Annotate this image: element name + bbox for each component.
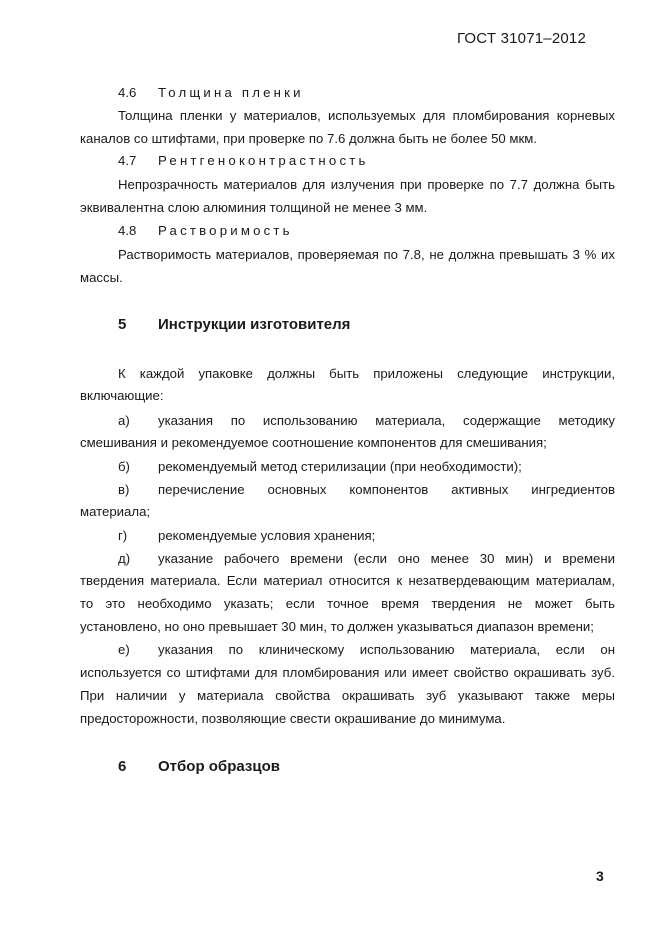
paragraph-line: массы. bbox=[80, 270, 123, 285]
paragraph-line: предосторожности, позволяющие свести окрашивание до минимума. bbox=[80, 711, 506, 726]
list-item-text: указания по клиническому использованию материала, если он bbox=[158, 642, 615, 657]
paragraph-line: установлено, но оно превышает 30 мин, то должен указываться диапазон времени; bbox=[80, 619, 594, 634]
section-number: 5 bbox=[118, 316, 127, 333]
list-item-label: е) bbox=[118, 642, 130, 657]
page-number: 3 bbox=[596, 868, 604, 884]
paragraph-line: включающие: bbox=[80, 388, 164, 403]
paragraph-line: Растворимость материалов, проверяемая по 7.8, не должна превышать 3 % их bbox=[118, 247, 615, 262]
paragraph-line: каналов со штифтами, при проверке по 7.6 должна быть не более 50 мкм. bbox=[80, 131, 537, 146]
clause-number: 4.6 bbox=[118, 85, 137, 100]
list-item-text: указания по использованию материала, содержащие методику bbox=[158, 413, 615, 428]
paragraph-line: используется со штифтами для пломбирования или имеет свойство окрашивать зуб. bbox=[80, 665, 615, 680]
paragraph-line: К каждой упаковке должны быть приложены следующие инструкции, bbox=[118, 366, 615, 381]
paragraph-line: эквивалентна слою алюминия толщиной не менее 3 мм. bbox=[80, 200, 428, 215]
standard-header: ГОСТ 31071–2012 bbox=[456, 30, 586, 47]
clause-number: 4.8 bbox=[118, 223, 137, 238]
paragraph-line: то это необходимо указать; если точное время твердения не может быть bbox=[80, 596, 615, 611]
list-item-label: г) bbox=[118, 528, 128, 543]
list-item-text: рекомендуемые условия хранения; bbox=[158, 528, 376, 543]
paragraph-line: смешивания и рекомендуемое соотношение компонентов для смешивания; bbox=[80, 435, 547, 450]
clause-heading: Толщина пленки bbox=[158, 85, 304, 100]
section-title: Отбор образцов bbox=[158, 758, 280, 775]
paragraph-line: Толщина пленки у материалов, используемых для пломбирования корневых bbox=[118, 108, 615, 123]
list-item-label: д) bbox=[118, 551, 131, 566]
section-number: 6 bbox=[118, 758, 127, 775]
list-item-text: указание рабочего времени (если оно менее 30 мин) и времени bbox=[158, 551, 615, 566]
paragraph-line: При наличии у материала свойства окрашивать зуб указывают также меры bbox=[80, 688, 615, 703]
paragraph-line: твердения материала. Если материал относится к незатвердевающим материалам, bbox=[80, 573, 615, 588]
section-title: Инструкции изготовителя bbox=[158, 316, 351, 333]
clause-number: 4.7 bbox=[118, 153, 137, 168]
list-item-text: рекомендуемый метод стерилизации (при необходимости); bbox=[158, 459, 522, 474]
list-item-label: б) bbox=[118, 459, 130, 474]
clause-heading: Рентгеноконтрастность bbox=[158, 153, 369, 168]
list-item-text: перечисление основных компонентов активных ингредиентов bbox=[158, 482, 615, 497]
list-item-label: в) bbox=[118, 482, 130, 497]
clause-heading: Растворимость bbox=[158, 223, 293, 238]
paragraph-line: Непрозрачность материалов для излучения при проверке по 7.7 должна быть bbox=[118, 177, 615, 192]
list-item-label: а) bbox=[118, 413, 130, 428]
paragraph-line: материала; bbox=[80, 504, 151, 519]
